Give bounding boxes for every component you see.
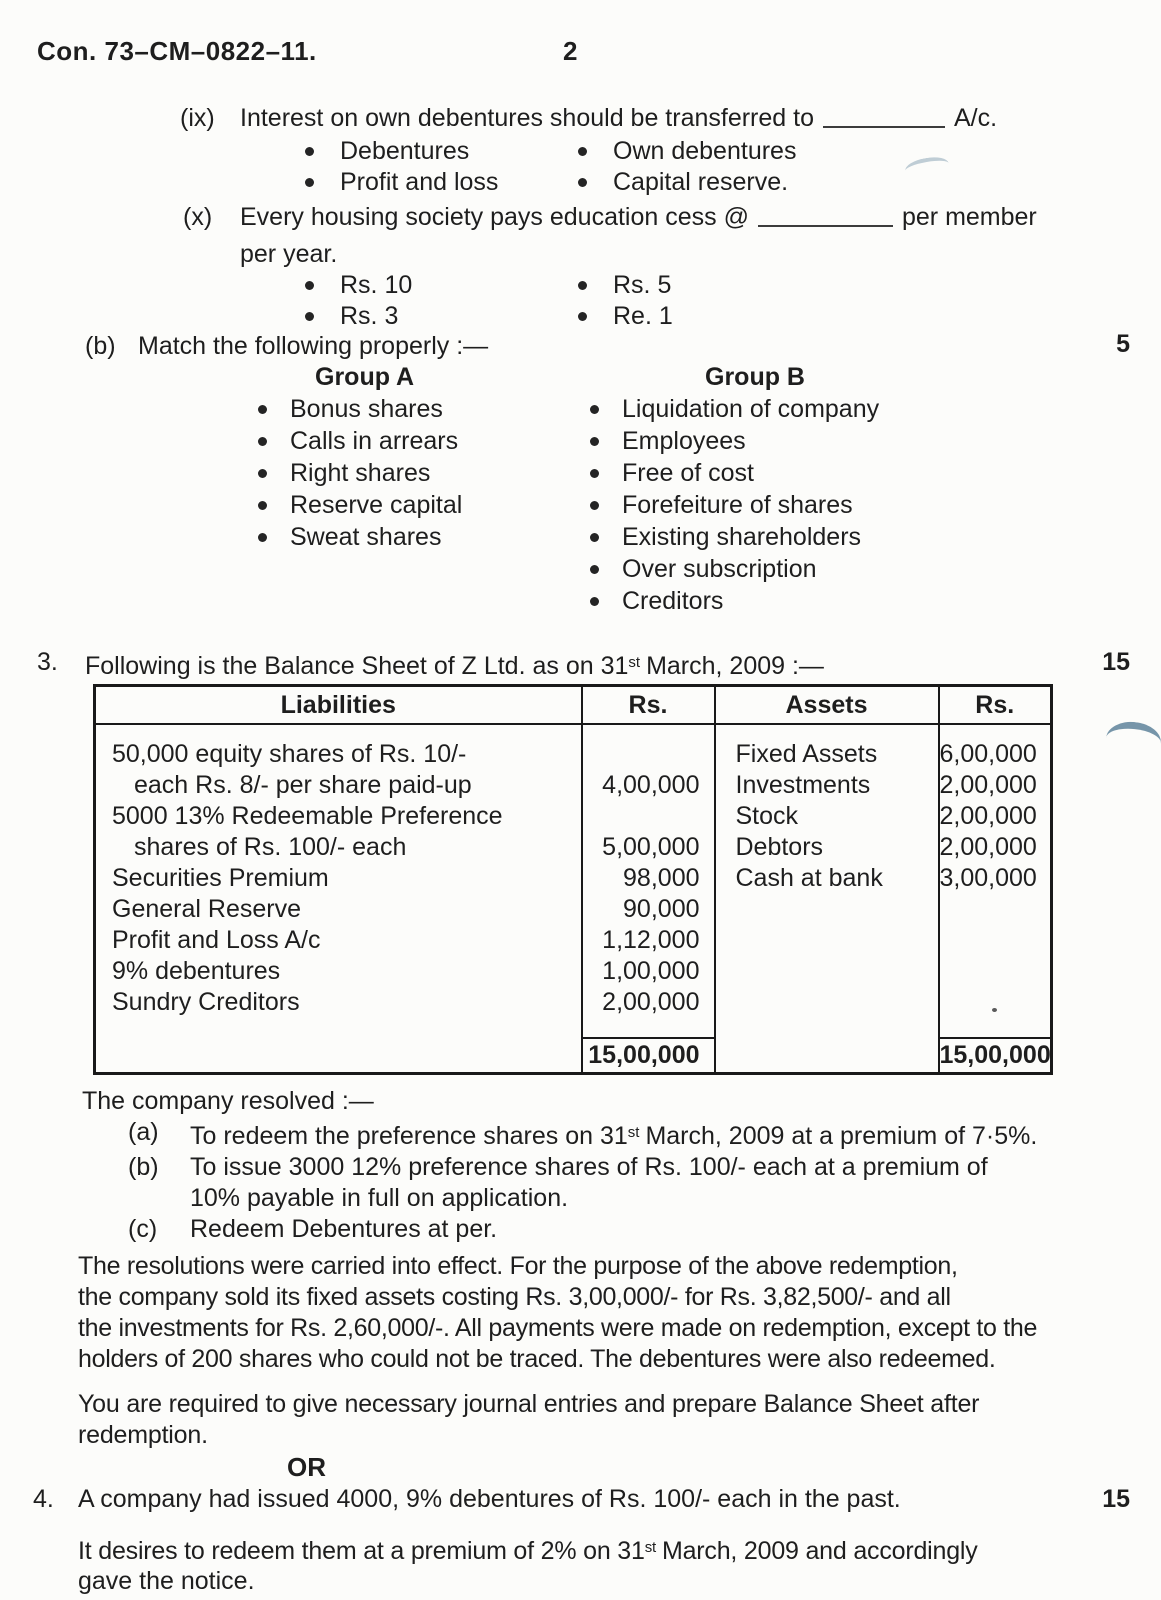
option-label: Rs. 3 bbox=[340, 302, 399, 330]
asset-cell: Debtors bbox=[715, 832, 939, 863]
option-item bbox=[305, 136, 578, 167]
list-item bbox=[258, 425, 590, 457]
question-ix-options bbox=[305, 136, 1121, 198]
list-item bbox=[590, 393, 879, 425]
resolved-heading: The company resolved :— bbox=[82, 1087, 374, 1115]
list-item-label: Existing shareholders bbox=[622, 522, 862, 551]
asset-cell bbox=[715, 894, 939, 925]
paragraph-line: the investments for Rs. 2,60,000/-. All payments were made on redemption, except to the bbox=[78, 1314, 1038, 1342]
list-item-label: Bonus shares bbox=[290, 394, 443, 423]
group-b-title: Group B bbox=[705, 363, 805, 391]
option-item bbox=[578, 270, 1121, 301]
column-header-liabilities: Liabilities bbox=[95, 686, 582, 725]
option-label: Profit and loss bbox=[340, 168, 499, 196]
bullet-icon bbox=[578, 312, 587, 321]
table-header-row bbox=[95, 686, 1052, 725]
bullet-icon bbox=[590, 533, 599, 542]
asset-cell bbox=[715, 925, 939, 956]
question-3-text-pre: Following is the Balance Sheet of Z Ltd. as on 31 bbox=[85, 652, 629, 680]
list-item bbox=[590, 585, 879, 617]
table-total-row bbox=[95, 1038, 1052, 1074]
option-item bbox=[305, 301, 578, 332]
liability-amount-cell: 90,000 bbox=[582, 894, 715, 925]
marks-badge-q4: 15 bbox=[1102, 1485, 1130, 1513]
liability-cell: 9% debentures bbox=[95, 956, 582, 987]
marks-badge-b: 5 bbox=[1116, 330, 1130, 358]
question-4 bbox=[33, 1484, 1043, 1515]
liability-amount-cell: 5,00,000 bbox=[582, 832, 715, 863]
list-item bbox=[590, 425, 879, 457]
question-b-line bbox=[85, 331, 1121, 362]
asset-amount-cell: 2,00,000 bbox=[939, 833, 1037, 861]
bullet-icon bbox=[578, 178, 587, 187]
list-item bbox=[590, 553, 879, 585]
balance-sheet bbox=[93, 684, 1053, 1075]
question-3-intro bbox=[37, 647, 1037, 682]
assets-total: 15,00,000 bbox=[939, 1038, 1052, 1074]
requirement-line: redemption. bbox=[78, 1421, 208, 1449]
table-row bbox=[95, 925, 1052, 956]
liability-amount-cell: 98,000 bbox=[582, 863, 715, 894]
list-item bbox=[590, 457, 879, 489]
list-item-label: Reserve capital bbox=[290, 490, 463, 519]
bullet-icon bbox=[590, 405, 599, 414]
ordinal-superscript: st bbox=[644, 1539, 656, 1556]
option-label: Rs. 5 bbox=[613, 271, 672, 299]
list-item-label: Over subscription bbox=[622, 554, 817, 583]
asset-amount-cell: 6,00,000 bbox=[939, 740, 1037, 768]
question-3-line bbox=[37, 647, 1037, 682]
bullet-icon bbox=[578, 147, 587, 156]
asset-amount-cell: 2,00,000 bbox=[939, 771, 1037, 799]
question-4-text: A company had issued 4000, 9% debentures of Rs. 100/- each in the past. bbox=[78, 1485, 901, 1513]
list-item-label: Right shares bbox=[290, 458, 431, 487]
asset-amount-cell: 3,00,000 bbox=[939, 864, 1037, 892]
balance-sheet-table bbox=[93, 684, 1053, 1075]
asset-cell: Stock bbox=[715, 801, 939, 832]
option-item bbox=[578, 167, 1121, 198]
asset-amount-cell bbox=[939, 987, 1052, 1018]
table-row bbox=[95, 801, 1052, 832]
list-item-label: Sweat shares bbox=[290, 522, 442, 551]
question-4-line2-pre: It desires to redeem them at a premium of 2% on 31 bbox=[78, 1537, 645, 1565]
resolution-b bbox=[128, 1152, 1121, 1214]
question-b-text: Match the following properly :— bbox=[138, 332, 489, 360]
list-item bbox=[590, 489, 879, 521]
column-header-rs-1: Rs. bbox=[582, 686, 715, 725]
resolution-b-line1: To issue 3000 12% preference shares of Rs. 100/- each at a premium of bbox=[190, 1153, 988, 1181]
bullet-icon bbox=[590, 437, 599, 446]
question-x-line bbox=[183, 202, 1121, 233]
list-item bbox=[590, 521, 879, 553]
liability-amount-cell: 4,00,000 bbox=[582, 770, 715, 801]
list-item bbox=[258, 489, 590, 521]
question-x-label: (x) bbox=[183, 203, 213, 231]
option-item bbox=[305, 270, 578, 301]
page-header bbox=[37, 36, 1124, 67]
question-x-after-blank: per member bbox=[901, 203, 1037, 231]
bullet-icon bbox=[590, 565, 599, 574]
table-spacer-row bbox=[95, 1018, 1052, 1038]
exam-code: Con. 73–CM–0822–11. bbox=[37, 36, 317, 66]
option-label: Re. 1 bbox=[613, 302, 673, 330]
option-label: Capital reserve. bbox=[613, 168, 789, 196]
group-a-title: Group A bbox=[315, 363, 415, 391]
list-item-label: Liquidation of company bbox=[622, 394, 880, 423]
list-item-label: Forefeiture of shares bbox=[622, 490, 853, 519]
resolutions-section bbox=[82, 1086, 1121, 1245]
bullet-icon bbox=[305, 178, 314, 187]
list-item-label: Employees bbox=[622, 426, 746, 455]
question-ix bbox=[180, 103, 1121, 198]
resolution-c-label: (c) bbox=[128, 1215, 158, 1243]
requirement-line: You are required to give necessary journal entries and prepare Balance Sheet after bbox=[78, 1390, 980, 1418]
liability-amount-cell: 1,00,000 bbox=[582, 956, 715, 987]
or-separator: OR bbox=[287, 1452, 326, 1482]
list-item bbox=[258, 393, 590, 425]
table-cell bbox=[95, 1038, 582, 1074]
column-header-rs-2: Rs. bbox=[939, 686, 1052, 725]
bullet-icon bbox=[590, 501, 599, 510]
bullet-icon bbox=[305, 281, 314, 290]
resolution-c-text: Redeem Debentures at per. bbox=[190, 1215, 498, 1243]
liability-cell: 5000 13% Redeemable Preference bbox=[95, 801, 582, 832]
marks-badge-q3: 15 bbox=[1102, 648, 1130, 676]
option-item bbox=[578, 136, 1121, 167]
asset-cell: Fixed Assets bbox=[715, 724, 939, 770]
table-cell bbox=[582, 1018, 715, 1038]
bullet-icon bbox=[258, 405, 267, 414]
table-cell bbox=[95, 1018, 582, 1038]
asset-amount-cell: 2,00,000 bbox=[939, 802, 1037, 830]
bullet-icon bbox=[258, 437, 267, 446]
list-item bbox=[258, 457, 590, 489]
column-header-assets: Assets bbox=[715, 686, 939, 725]
question-4-line bbox=[33, 1484, 1043, 1515]
bullet-icon bbox=[305, 147, 314, 156]
resolution-a-post: March, 2009 at a premium of 7·5%. bbox=[645, 1122, 1038, 1150]
table-row bbox=[95, 894, 1052, 925]
narrative-paragraph bbox=[78, 1251, 1093, 1375]
resolution-b-label: (b) bbox=[128, 1153, 159, 1181]
option-item bbox=[578, 301, 1121, 332]
asset-amount-cell bbox=[939, 925, 1052, 956]
question-3-text bbox=[85, 647, 824, 682]
list-item-label: Free of cost bbox=[622, 458, 754, 487]
liability-amount-cell bbox=[582, 724, 715, 770]
table-row bbox=[95, 863, 1052, 894]
question-b-match bbox=[85, 331, 1121, 617]
asset-cell bbox=[715, 987, 939, 1018]
page-number: 2 bbox=[563, 36, 578, 66]
question-4-line3: gave the notice. bbox=[78, 1567, 255, 1595]
table-row bbox=[95, 987, 1052, 1018]
ordinal-superscript: st bbox=[628, 654, 641, 671]
question-3-number: 3. bbox=[37, 648, 58, 676]
table-row bbox=[95, 956, 1052, 987]
resolution-c bbox=[128, 1214, 1121, 1245]
list-item bbox=[258, 521, 590, 553]
table-cell bbox=[939, 1018, 1052, 1038]
table-row bbox=[95, 724, 1052, 770]
resolution-a-label: (a) bbox=[128, 1118, 159, 1146]
table-row bbox=[95, 770, 1052, 801]
liability-amount-cell: 2,00,000 bbox=[582, 987, 715, 1018]
question-3-text-post: March, 2009 :— bbox=[646, 652, 824, 680]
question-ix-text bbox=[240, 103, 997, 134]
question-ix-label: (ix) bbox=[180, 104, 215, 132]
resolution-b-line2: 10% payable in full on application. bbox=[190, 1184, 569, 1212]
table-row bbox=[95, 832, 1052, 863]
list-item-label: Creditors bbox=[622, 586, 724, 615]
question-4-line2 bbox=[78, 1532, 1098, 1567]
fill-in-blank bbox=[823, 121, 945, 128]
liability-cell: each Rs. 8/- per share paid-up bbox=[95, 770, 582, 801]
option-label: Own debentures bbox=[613, 137, 797, 165]
bullet-icon bbox=[258, 533, 267, 542]
option-label: Debentures bbox=[340, 137, 470, 165]
list-item-label: Calls in arrears bbox=[290, 426, 459, 455]
asset-cell bbox=[715, 956, 939, 987]
question-ix-line bbox=[180, 103, 1121, 134]
option-item bbox=[305, 167, 578, 198]
scan-ink-smudge-large bbox=[1104, 719, 1161, 762]
group-a-list bbox=[258, 393, 590, 617]
asset-cell: Investments bbox=[715, 770, 939, 801]
asset-cell: Cash at bank bbox=[715, 863, 939, 894]
liabilities-total: 15,00,000 bbox=[582, 1038, 715, 1074]
question-x bbox=[183, 202, 1121, 332]
option-label: Rs. 10 bbox=[340, 271, 413, 299]
table-cell bbox=[715, 1038, 939, 1074]
ordinal-superscript: st bbox=[627, 1124, 640, 1141]
paragraph-line: the company sold its fixed assets costing Rs. 3,00,000/- for Rs. 3,82,500/- and all bbox=[78, 1283, 951, 1311]
liability-cell: Securities Premium bbox=[95, 863, 582, 894]
question-x-line2: per year. bbox=[240, 240, 338, 268]
question-4-line2-post: March, 2009 and accordingly bbox=[661, 1537, 978, 1565]
paragraph-line: The resolutions were carried into effect. For the purpose of the above redemption, bbox=[78, 1252, 958, 1280]
bullet-icon bbox=[590, 597, 599, 606]
liability-cell: Profit and Loss A/c bbox=[95, 925, 582, 956]
liability-amount-cell bbox=[582, 801, 715, 832]
liability-cell: General Reserve bbox=[95, 894, 582, 925]
resolution-b-text bbox=[190, 1152, 988, 1214]
resolution-a-text bbox=[190, 1117, 1037, 1152]
bullet-icon bbox=[258, 469, 267, 478]
bullet-icon bbox=[590, 469, 599, 478]
bullet-icon bbox=[258, 501, 267, 510]
asset-amount-cell bbox=[939, 894, 1052, 925]
resolution-items bbox=[128, 1117, 1121, 1245]
question-x-text bbox=[240, 202, 1037, 233]
match-columns bbox=[258, 393, 1121, 617]
group-b-list bbox=[590, 393, 879, 617]
resolution-a-pre: To redeem the preference shares on 31 bbox=[190, 1122, 628, 1150]
liability-cell: shares of Rs. 100/- each bbox=[95, 832, 582, 863]
question-4-number: 4. bbox=[33, 1485, 54, 1513]
question-ix-after-blank: A/c. bbox=[953, 104, 998, 132]
requirement-paragraph bbox=[78, 1389, 1083, 1451]
paragraph-line: holders of 200 shares who could not be traced. The debentures were also redeemed. bbox=[78, 1345, 996, 1373]
liability-cell: 50,000 equity shares of Rs. 10/- bbox=[95, 724, 582, 770]
question-ix-before-blank: Interest on own debentures should be transferred to bbox=[240, 104, 814, 132]
match-group-titles bbox=[258, 362, 1121, 393]
liability-cell: Sundry Creditors bbox=[95, 987, 582, 1018]
asset-amount-cell bbox=[939, 956, 1052, 987]
question-x-options bbox=[305, 270, 1121, 332]
bullet-icon bbox=[578, 281, 587, 290]
fill-in-blank bbox=[758, 220, 893, 227]
bullet-icon bbox=[305, 312, 314, 321]
resolution-a bbox=[128, 1117, 1121, 1152]
question-x-before-blank: Every housing society pays education cess @ bbox=[240, 203, 749, 231]
liability-amount-cell: 1,12,000 bbox=[582, 925, 715, 956]
table-cell bbox=[715, 1018, 939, 1038]
question-b-label: (b) bbox=[85, 332, 116, 360]
